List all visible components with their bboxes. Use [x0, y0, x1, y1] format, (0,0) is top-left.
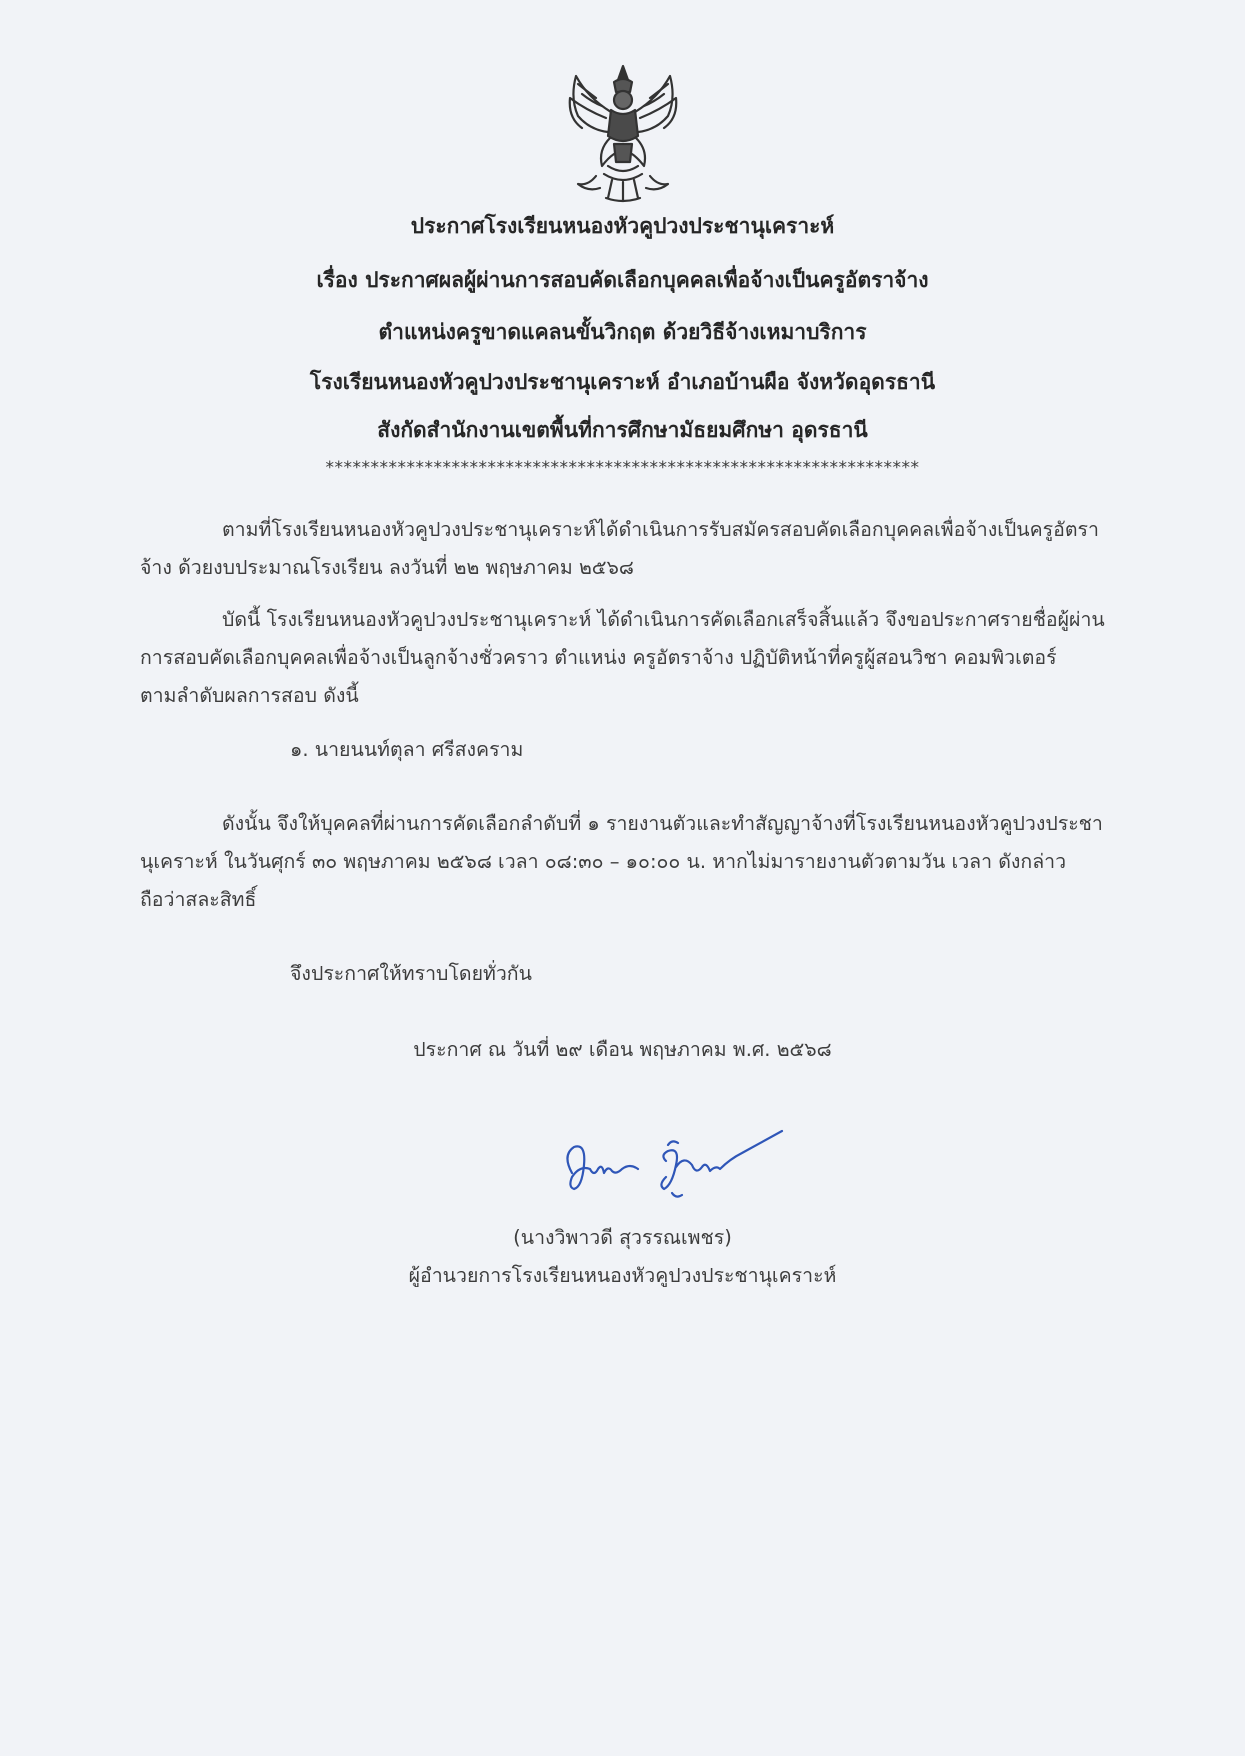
garuda-emblem-icon	[548, 58, 698, 208]
para2-line1: บัดนี้ โรงเรียนหนองหัวคูปวงประชานุเคราะห์ ได้ดำเนินการคัดเลือกเสร็จสิ้นแล้ว จึงขอประกาศรายชื่อผู้ผ่าน	[222, 608, 1105, 631]
announce-line: จึงประกาศให้ทราบโดยทั่วกัน	[290, 962, 532, 985]
para3-line1: ดังนั้น จึงให้บุคคลที่ผ่านการคัดเลือกลำดับที่ ๑ รายงานตัวและทำสัญญาจ้างที่โรงเรียนหนองหัวคูปวงประชา	[222, 812, 1103, 835]
signature-mark	[560, 1125, 810, 1215]
para2-line3: ตามลำดับผลการสอบ ดังนี้	[140, 684, 359, 707]
heading-affiliation: สังกัดสำนักงานเขตพื้นที่การศึกษามัธยมศึกษา อุดรธานี	[377, 418, 868, 442]
para3-line3: ถือว่าสละสิทธิ์	[140, 888, 257, 911]
heading-subject: เรื่อง ประกาศผลผู้ผ่านการสอบคัดเลือกบุคคลเพื่อจ้างเป็นครูอัตราจ้าง	[316, 268, 929, 292]
heading-title: ประกาศโรงเรียนหนองหัวคูปวงประชานุเคราะห์	[410, 214, 835, 238]
heading-position: ตำแหน่งครูขาดแคลนขั้นวิกฤต ด้วยวิธีจ้างเหมาบริการ	[378, 320, 867, 344]
signer-title: ผู้อำนวยการโรงเรียนหนองหัวคูปวงประชานุเคราะห์	[408, 1264, 837, 1287]
signer-name: (นางวิพาวดี สุวรรณเพชร)	[513, 1226, 732, 1249]
para1-line2: จ้าง ด้วยงบประมาณโรงเรียน ลงวันที่ ๒๒ พฤษภาคม ๒๕๖๘	[140, 556, 634, 579]
candidate-list-item: ๑. นายนนท์ตุลา ศรีสงคราม	[290, 738, 524, 761]
separator-line: ******************************************************************	[325, 458, 920, 478]
para3-line2: นุเคราะห์ ในวันศุกร์ ๓๐ พฤษภาคม ๒๕๖๘ เวลา ๐๘:๓๐ – ๑๐:๐๐ น. หากไม่มารายงานตัวตามวัน เวลา ดังกล่าว	[140, 850, 1067, 873]
para1-line1: ตามที่โรงเรียนหนองหัวคูปวงประชานุเคราะห์ได้ดำเนินการรับสมัครสอบคัดเลือกบุคคลเพื่อจ้างเป็นครูอัตรา	[222, 518, 1099, 541]
heading-school: โรงเรียนหนองหัวคูปวงประชานุเคราะห์ อำเภอบ้านผือ จังหวัดอุดรธานี	[309, 370, 936, 394]
para2-line2: การสอบคัดเลือกบุคคลเพื่อจ้างเป็นลูกจ้างชั่วคราว ตำแหน่ง ครูอัตราจ้าง ปฏิบัติหน้าที่ครูผู้สอนวิชา คอมพิวเตอร์	[140, 646, 1057, 669]
date-line: ประกาศ ณ วันที่ ๒๙ เดือน พฤษภาคม พ.ศ. ๒๕๖๘	[413, 1038, 832, 1061]
